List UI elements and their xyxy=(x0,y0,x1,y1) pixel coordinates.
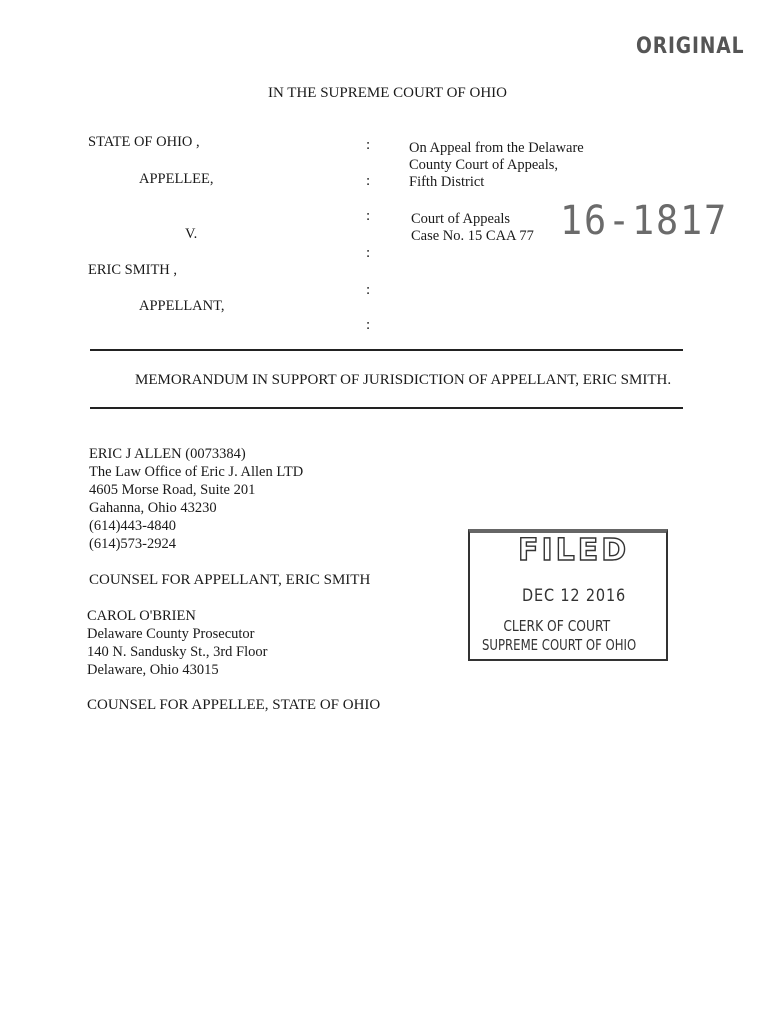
caption-colon: : xyxy=(366,137,371,153)
appellant-counsel-label: COUNSEL FOR APPELLANT, ERIC SMITH xyxy=(89,572,371,588)
counsel-name: CAROL O'BRIEN xyxy=(87,608,196,624)
appellant-counsel-block xyxy=(89,445,303,553)
appeal-line-2: County Court of Appeals, xyxy=(409,157,559,173)
counsel-address-2: Gahanna, Ohio 43230 xyxy=(89,500,217,516)
filed-stamp-date: DEC 12 2016 xyxy=(522,586,627,606)
appellee-counsel-block xyxy=(87,607,267,679)
counsel-phone-1: (614)443-4840 xyxy=(89,518,176,534)
caption-colon: : xyxy=(366,282,371,298)
appellant-party: ERIC SMITH , xyxy=(88,262,178,278)
divider-bottom xyxy=(90,407,683,409)
appellee-counsel-label: COUNSEL FOR APPELLEE, STATE OF OHIO xyxy=(87,697,381,713)
caption-colon: : xyxy=(366,245,371,261)
counsel-name: ERIC J ALLEN (0073384) xyxy=(89,446,246,462)
caption-colon: : xyxy=(366,317,371,333)
caption-colon: : xyxy=(366,173,371,189)
memo-title: MEMORANDUM IN SUPPORT OF JURISDICTION OF APPELLANT, ERIC SMITH. xyxy=(135,372,672,388)
counsel-firm: The Law Office of Eric J. Allen LTD xyxy=(89,464,304,480)
supreme-case-number: 16-1817 xyxy=(560,198,728,244)
original-stamp: ORIGINAL xyxy=(636,34,745,59)
counsel-address-1: 140 N. Sandusky St., 3rd Floor xyxy=(87,644,268,660)
appeal-line-1: On Appeal from the Delaware xyxy=(409,140,584,156)
filed-stamp-clerk: CLERK OF COURT xyxy=(503,617,611,635)
counsel-phone-2: (614)573-2924 xyxy=(89,536,176,552)
filed-stamp-court: SUPREME COURT OF OHIO xyxy=(482,636,637,654)
filed-stamp-word: FILED xyxy=(518,533,630,568)
lower-case-label: Court of Appeals xyxy=(411,211,511,227)
appellant-role: APPELLANT, xyxy=(139,298,225,314)
appellee-party: STATE OF OHIO , xyxy=(88,134,200,150)
versus-label: V. xyxy=(185,226,198,242)
appellee-role: APPELLEE, xyxy=(139,171,214,187)
court-title: IN THE SUPREME COURT OF OHIO xyxy=(268,85,507,101)
counsel-address-1: 4605 Morse Road, Suite 201 xyxy=(89,482,256,498)
lower-case-number: Case No. 15 CAA 77 xyxy=(411,228,534,244)
counsel-title: Delaware County Prosecutor xyxy=(87,626,255,642)
counsel-address-2: Delaware, Ohio 43015 xyxy=(87,662,219,678)
appeal-line-3: Fifth District xyxy=(409,174,485,190)
divider-top xyxy=(90,349,683,351)
caption-colon: : xyxy=(366,208,371,224)
